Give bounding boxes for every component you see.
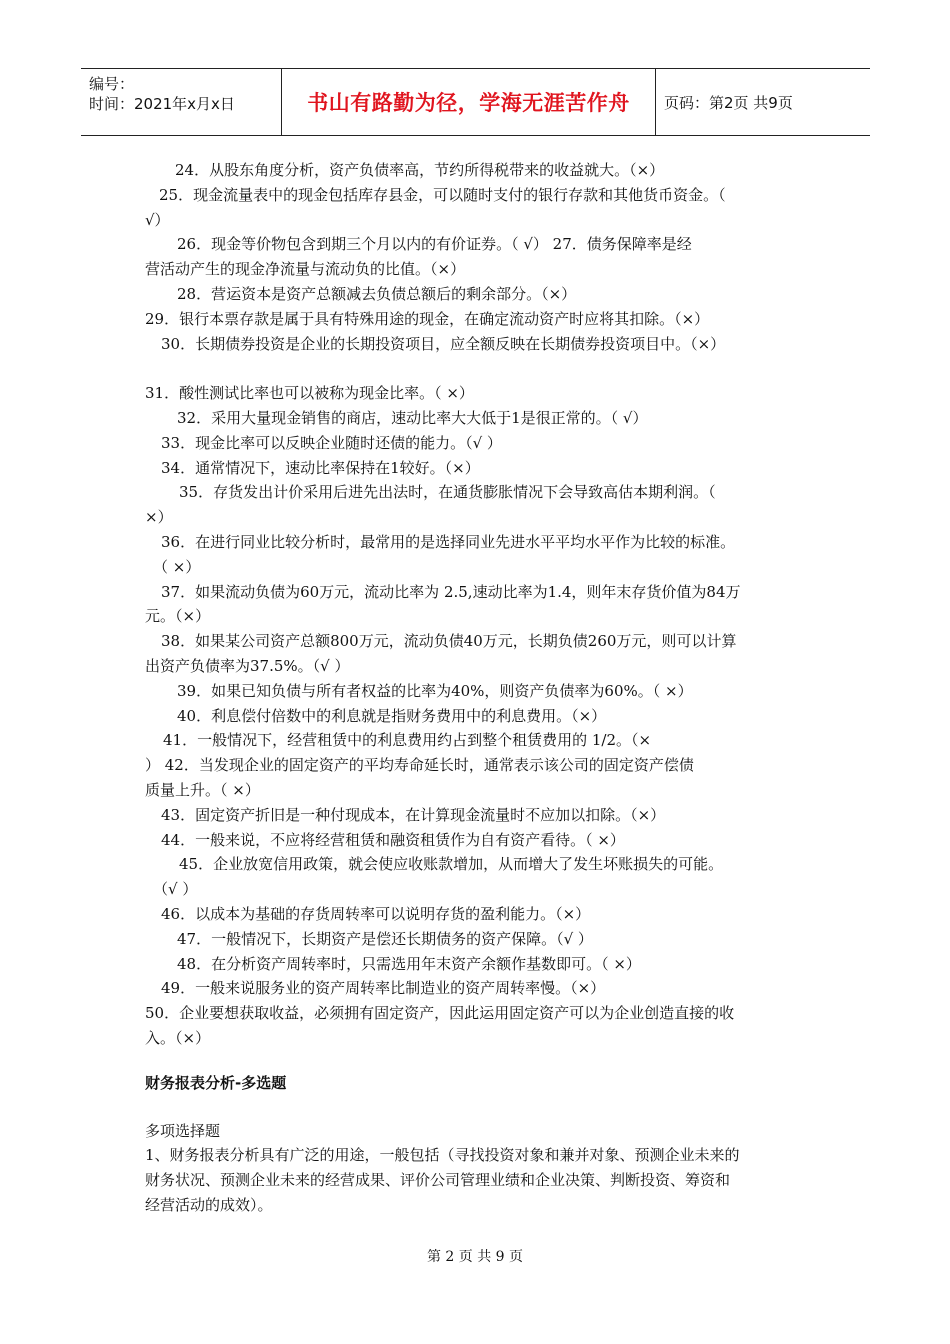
question-line: 38．如果某公司资产总额800万元，流动负债40万元，长期负债260万元，则可以计算 xyxy=(161,632,737,651)
question-line xyxy=(145,356,807,381)
question-line: 40．利息偿付倍数中的利息就是指财务费用中的利息费用。（×） xyxy=(177,706,607,725)
question-line: 元。（×） xyxy=(145,607,211,626)
question-line: 44．一般来说，不应将经营租赁和融资租赁作为自有资产看待。（ ×） xyxy=(161,830,625,849)
question-line: 39．如果已知负债与所有者权益的比率为40%，则资产负债率为60%。（ ×） xyxy=(177,681,693,700)
paragraph-line: 财务状况、预测企业未来的经营成果、评价公司管理业绩和企业决策、判断投资、筹资和 xyxy=(145,1171,731,1190)
date-label: 时间：2021年x月x日 xyxy=(89,95,235,113)
page-header xyxy=(81,68,870,136)
question-line: 46．以成本为基础的存货周转率可以说明存货的盈利能力。（×） xyxy=(161,904,591,923)
question-line: 32．采用大量现金销售的商店，速动比率大大低于1是很正常的。（ √） xyxy=(177,408,648,427)
header-page-info: 页码：第2页 共9页 xyxy=(664,93,793,112)
question-line: 26．现金等价物包含到期三个月以内的有价证券。（ √） 27．债务保障率是经 xyxy=(177,235,692,254)
question-line: 49．一般来说服务业的资产周转率比制造业的资产周转率慢。（×） xyxy=(161,979,606,998)
question-line: ×） xyxy=(145,508,173,527)
question-line: 41．一般情况下，经营租赁中的利息费用约占到整个租赁费用的 1/2。（× xyxy=(163,731,652,750)
header-motto: 书山有路勤为径，学海无涯苦作舟 xyxy=(282,69,656,135)
question-line: 质量上升。（ ×） xyxy=(145,780,260,799)
question-line: 50．企业要想获取收益，必须拥有固定资产，因此运用固定资产可以为企业创造直接的收 xyxy=(145,1004,735,1023)
question-line: 营活动产生的现金净流量与流动负的比值。（×） xyxy=(145,260,466,279)
question-line: （ ×） xyxy=(153,557,201,576)
question-line: 33．现金比率可以反映企业随时还债的能力。（√ ） xyxy=(161,433,502,452)
question-line: 35．存货发出计价采用后进先出法时，在通货膨胀情况下会导致高估本期利润。（ xyxy=(179,483,716,502)
question-line: 43．固定资产折旧是一种付现成本，在计算现金流量时不应加以扣除。（×） xyxy=(161,805,666,824)
question-line: 31．酸性测试比率也可以被称为现金比率。（ ×） xyxy=(145,384,474,403)
question-line: √） xyxy=(145,210,170,229)
question-line: 28．营运资本是资产总额减去负债总额后的剩余部分。（×） xyxy=(177,284,577,303)
question-line: 入。（×） xyxy=(145,1028,211,1047)
document-body xyxy=(145,158,807,1218)
paragraph-line: 经营活动的成效）。 xyxy=(145,1196,273,1215)
paragraph-line: 1、财务报表分析具有广泛的用途，一般包括（寻找投资对象和兼并对象、预测企业未来的 xyxy=(145,1146,740,1165)
question-line: ） 42．当发现企业的固定资产的平均寿命延长时，通常表示该公司的固定资产偿债 xyxy=(145,756,694,775)
page-footer: 第 2 页 共 9 页 xyxy=(426,1249,524,1265)
header-meta-cell xyxy=(81,69,282,135)
question-list xyxy=(145,158,807,1051)
section-subtitle: 多项选择题 xyxy=(145,1121,221,1140)
question-line: （√ ） xyxy=(153,880,198,899)
question-line: 30．长期债券投资是企业的长期投资项目，应全额反映在长期债券投资项目中。（×） xyxy=(161,334,726,353)
section-title: 财务报表分析-多选题 xyxy=(145,1073,287,1092)
question-line: 45．企业放宽信用政策，就会使应收账款增加，从而增大了发生坏账损失的可能。 xyxy=(179,855,724,874)
question-line: 48．在分析资产周转率时，只需选用年末资产余额作基数即可。（ ×） xyxy=(177,954,641,973)
question-line: 34．通常情况下，速动比率保持在1较好。（×） xyxy=(161,458,480,477)
number-label: 编号： xyxy=(89,75,135,93)
question-line: 25．现金流量表中的现金包括库存县金，可以随时支付的银行存款和其他货币资金。（ xyxy=(159,185,726,204)
question-line: 36．在进行同业比较分析时，最常用的是选择同业先进水平平均水平作为比较的标准。 xyxy=(161,532,736,551)
question-line: 出资产负债率为37.5%。（√ ） xyxy=(145,656,350,675)
question-line: 29．银行本票存款是属于具有特殊用途的现金，在确定流动资产时应将其扣除。（×） xyxy=(145,309,710,328)
section-paragraph xyxy=(145,1143,807,1217)
question-line: 37．如果流动负债为60万元，流动比率为 2.5,速动比率为1.4，则年末存货价值为84万 xyxy=(161,582,741,601)
question-line: 47．一般情况下，长期资产是偿还长期债务的资产保障。（√ ） xyxy=(177,929,593,948)
question-line: 24．从股东角度分析，资产负债率高，节约所得税带来的收益就大。（×） xyxy=(175,161,665,179)
